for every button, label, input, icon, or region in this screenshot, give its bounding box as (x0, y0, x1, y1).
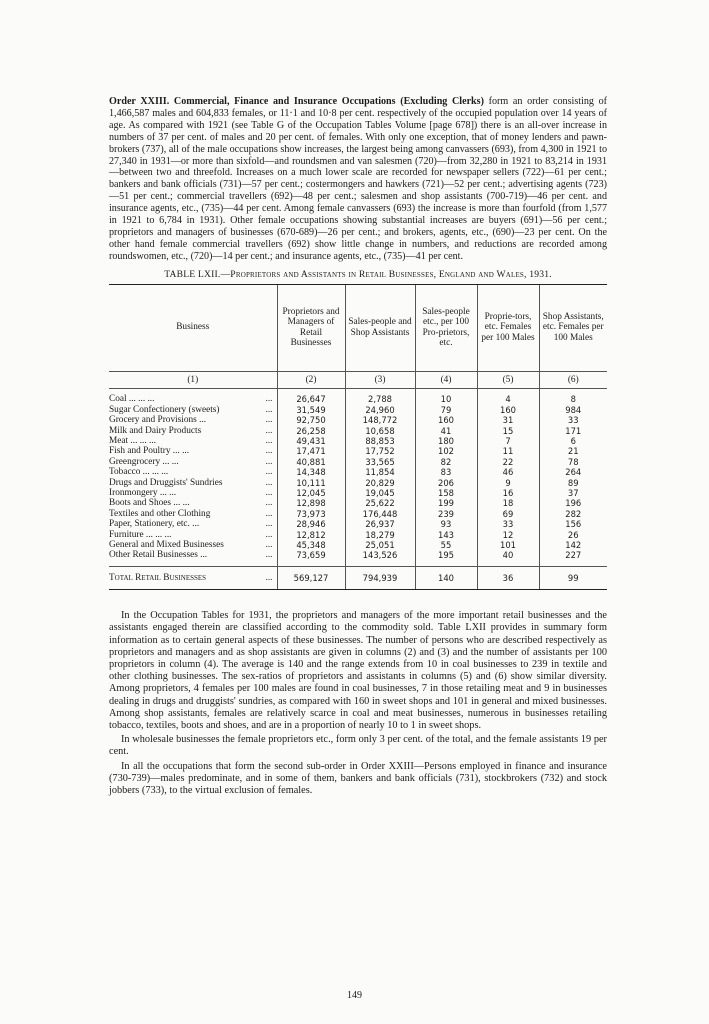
cell-per-100: 206 (415, 478, 477, 488)
header-female-proprietors: Proprie-tors, etc. Females per 100 Males (477, 284, 539, 371)
cell-female-assistants: 6 (539, 436, 607, 446)
cell-female-assistants: 8 (539, 389, 607, 405)
cell-per-100: 158 (415, 488, 477, 498)
cell-female-proprietors: 4 (477, 389, 539, 405)
header-female-assistants: Shop Assistants, etc. Females per 100 Males (539, 284, 607, 371)
cell-proprietors: 92,750 (277, 415, 345, 425)
cell-per-100: 93 (415, 519, 477, 529)
cell-assistants: 2,788 (345, 389, 415, 405)
column-number: (4) (415, 371, 477, 389)
cell-female-proprietors: 15 (477, 426, 539, 436)
table-body (109, 389, 607, 567)
cell-proprietors: 28,946 (277, 519, 345, 529)
table-row (109, 415, 607, 425)
cell-female-proprietors: 46 (477, 467, 539, 477)
table-title-prefix: TABLE LXII.— (164, 268, 231, 280)
cell-assistants: 19,045 (345, 488, 415, 498)
intro-paragraph (109, 96, 607, 263)
cell-assistants: 11,854 (345, 467, 415, 477)
cell-assistants: 24,960 (345, 405, 415, 415)
table-title-text: Proprietors and Assistants in Retail Businesses, England and Wales, 1931. (230, 268, 552, 280)
leader-dots: ... (265, 572, 273, 583)
header-per-100: Sales-people etc., per 100 Pro-prietors, etc. (415, 284, 477, 371)
leader-dots: ... (265, 425, 273, 436)
business-name: Paper, Stationery, etc. ... (109, 519, 200, 530)
leader-dots: ... (265, 467, 273, 478)
cell-assistants: 148,772 (345, 415, 415, 425)
business-name: Meat ... ... ... (109, 435, 156, 446)
leader-dots: ... (265, 529, 273, 540)
business-name: Grocery and Provisions ... (109, 415, 207, 426)
cell-female-assistants: 33 (539, 415, 607, 425)
business-name: Greengrocery ... ... (109, 456, 179, 467)
cell-female-proprietors: 7 (477, 436, 539, 446)
cell-assistants: 10,658 (345, 426, 415, 436)
column-number: (6) (539, 371, 607, 389)
cell-proprietors: 26,647 (277, 389, 345, 405)
cell-female-proprietors: 69 (477, 509, 539, 519)
total-female-assistants: 99 (539, 566, 607, 589)
cell-female-proprietors: 12 (477, 530, 539, 540)
cell-female-assistants: 171 (539, 426, 607, 436)
cell-female-proprietors: 101 (477, 540, 539, 550)
cell-assistants: 20,829 (345, 478, 415, 488)
body-paragraph: In all the occupations that form the second sub-order in Order XXIII—Persons employed in finance and insurance (730-739)—males predominate, and in some of them, bankers and bank officials (731), stockbrokers (732) and stock jobbers (733), to the virtual exclusion of females. (109, 760, 607, 797)
business-name: Furniture ... ... ... (109, 529, 172, 540)
cell-per-100: 10 (415, 389, 477, 405)
cell-assistants: 176,448 (345, 509, 415, 519)
cell-female-proprietors: 160 (477, 405, 539, 415)
column-number: (5) (477, 371, 539, 389)
cell-female-proprietors: 31 (477, 415, 539, 425)
leader-dots: ... (265, 539, 273, 550)
leader-dots: ... (265, 435, 273, 446)
cell-female-proprietors: 33 (477, 519, 539, 529)
page-number: 149 (347, 990, 362, 1001)
cell-assistants: 143,526 (345, 550, 415, 566)
cell-female-assistants: 21 (539, 446, 607, 456)
business-name: Ironmongery ... ... (109, 487, 177, 498)
total-per-100: 140 (415, 566, 477, 589)
business-name: General and Mixed Businesses (109, 539, 224, 550)
table-row (109, 426, 607, 436)
cell-per-100: 82 (415, 457, 477, 467)
cell-assistants: 18,279 (345, 530, 415, 540)
cell-proprietors: 12,045 (277, 488, 345, 498)
table-row (109, 457, 607, 467)
cell-female-assistants: 227 (539, 550, 607, 566)
table-row (109, 519, 607, 529)
table-row (109, 446, 607, 456)
cell-assistants: 26,937 (345, 519, 415, 529)
cell-female-proprietors: 11 (477, 446, 539, 456)
cell-proprietors: 10,111 (277, 478, 345, 488)
cell-female-proprietors: 18 (477, 498, 539, 508)
leader-dots: ... (265, 519, 273, 530)
cell-female-proprietors: 40 (477, 550, 539, 566)
table-row (109, 530, 607, 540)
intro-text: form an order consisting of 1,466,587 males and 604,833 females, or 11·1 and 10·8 per cent. respectively of the occupied population over 14 years of age. As compared with 1921 (see Table G of the Occupation Tables Volume [page 678]) there is an all-over increase in numbers of 37 per cent. of males and 20 per cent. of females. With only one exception, that of money lenders and pawn-brokers (737), all of the male occupations show increases, the largest being among canvassers (693), from 4,300 in 1921 to 27,340 in 1931—or more than sixfold—and roundsmen and van salesmen (720)—from 32,280 in 1921 to 83,214 in 1931—between two and threefold. Increases on a much lower scale are recorded for newspaper sellers (722)—61 per cent.; bankers and bank officials (731)—57 per cent.; costermongers and hawkers (721)—52 per cent.; advertising agents (723)—51 per cent.; commercial travellers (692)—48 per cent.; salesmen and shop assistants (700-719)—46 per cent. and insurance agents, etc., (735)—44 per cent. Among female canvassers (693) the increase is more than fourfold (from 1,577 in 1921 to 6,784 in 1931). Other female occupations showing substantial increases are buyers (691)—56 per cent.; proprietors and managers of businesses (670-689)—26 per cent.; and brokers, agents, etc., (690)—23 per cent. On the other hand female commercial travellers (692) show little change in numbers, and reductions are recorded among roundswomen, etc., (720)—14 per cent.; and insurance agents, etc., (735)—41 per cent. (109, 96, 608, 262)
leader-dots: ... (265, 550, 273, 561)
cell-proprietors: 40,881 (277, 457, 345, 467)
cell-per-100: 79 (415, 405, 477, 415)
cell-female-proprietors: 22 (477, 457, 539, 467)
cell-female-assistants: 282 (539, 509, 607, 519)
leader-dots: ... (265, 394, 273, 405)
table-row (109, 436, 607, 446)
cell-proprietors: 12,898 (277, 498, 345, 508)
cell-per-100: 143 (415, 530, 477, 540)
leader-dots: ... (265, 415, 273, 426)
cell-proprietors: 26,258 (277, 426, 345, 436)
cell-female-proprietors: 16 (477, 488, 539, 498)
cell-female-assistants: 37 (539, 488, 607, 498)
cell-female-assistants: 156 (539, 519, 607, 529)
cell-per-100: 160 (415, 415, 477, 425)
business-name: Drugs and Druggists' Sundries (109, 477, 223, 488)
cell-female-assistants: 196 (539, 498, 607, 508)
table-row (109, 498, 607, 508)
cell-proprietors: 14,348 (277, 467, 345, 477)
leader-dots: ... (265, 404, 273, 415)
cell-female-assistants: 89 (539, 478, 607, 488)
cell-female-assistants: 264 (539, 467, 607, 477)
cell-per-100: 239 (415, 509, 477, 519)
cell-per-100: 180 (415, 436, 477, 446)
leader-dots: ... (265, 508, 273, 519)
header-assistants: Sales-people and Shop Assistants (345, 284, 415, 371)
header-proprietors: Proprietors and Managers of Retail Businesses (277, 284, 345, 371)
table-row (109, 389, 607, 405)
table-title (109, 269, 607, 280)
business-name: Sugar Confectionery (sweets) (109, 404, 220, 415)
leader-dots: ... (265, 456, 273, 467)
cell-per-100: 41 (415, 426, 477, 436)
cell-proprietors: 49,431 (277, 436, 345, 446)
cell-proprietors: 73,973 (277, 509, 345, 519)
column-number: (3) (345, 371, 415, 389)
total-label: Total Retail Businesses (109, 572, 207, 583)
cell-proprietors: 31,549 (277, 405, 345, 415)
total-assistants: 794,939 (345, 566, 415, 589)
table-row (109, 405, 607, 415)
business-name: Textiles and other Clothing (109, 508, 211, 519)
total-row (109, 566, 607, 589)
cell-assistants: 33,565 (345, 457, 415, 467)
body-text (109, 610, 607, 797)
cell-female-assistants: 26 (539, 530, 607, 540)
total-female-proprietors: 36 (477, 566, 539, 589)
leader-dots: ... (265, 498, 273, 509)
cell-assistants: 25,622 (345, 498, 415, 508)
cell-per-100: 199 (415, 498, 477, 508)
cell-per-100: 55 (415, 540, 477, 550)
table-row (109, 540, 607, 550)
business-name: Coal ... ... ... (109, 394, 155, 405)
cell-assistants: 88,853 (345, 436, 415, 446)
table-row (109, 488, 607, 498)
table-row (109, 467, 607, 477)
body-paragraph: In the Occupation Tables for 1931, the proprietors and managers of the more important retail businesses and the assistants engaged therein are classified according to the commodity sold. Table LXII provides in summary form information as to certain general aspects of these businesses. The number of persons who are described respectively as proprietors and managers and as shop assistants are given in columns (2) and (3) and the number of assistants per 100 proprietors in column (4). The average is 140 and the range extends from 10 in coal businesses to 239 in textile and other clothing businesses. The sex-ratios of proprietors and assistants in columns (5) and (6) show similar diversity. Among proprietors, 4 females per 100 males are found in coal businesses, 7 in those retailing meat and 9 in businesses dealing in drugs and druggists' sundries, as compared with 160 in sweet shops and 101 in general and mixed businesses. Among shop assistants, females are relatively scarce in coal and meat businesses, numerous in businesses retailing tobacco, textiles, boots and shoes, and are in a proportion of nearly 10 to 1 in sweet shops. (109, 610, 607, 732)
table-row (109, 478, 607, 488)
cell-proprietors: 12,812 (277, 530, 345, 540)
cell-female-assistants: 142 (539, 540, 607, 550)
cell-assistants: 25,051 (345, 540, 415, 550)
business-name: Boots and Shoes ... ... (109, 498, 190, 509)
cell-per-100: 83 (415, 467, 477, 477)
column-number: (2) (277, 371, 345, 389)
retail-businesses-table (109, 284, 607, 591)
business-name: Tobacco ... ... ... (109, 467, 169, 478)
cell-per-100: 102 (415, 446, 477, 456)
business-name: Other Retail Businesses ... (109, 550, 208, 561)
leader-dots: ... (265, 477, 273, 488)
leader-dots: ... (265, 487, 273, 498)
cell-female-proprietors: 9 (477, 478, 539, 488)
cell-per-100: 195 (415, 550, 477, 566)
leader-dots: ... (265, 446, 273, 457)
header-business: Business (109, 284, 277, 371)
column-number: (1) (109, 371, 277, 389)
cell-female-assistants: 984 (539, 405, 607, 415)
order-heading: Order XXIII. Commercial, Finance and Insurance Occupations (Excluding Clerks) (109, 96, 484, 107)
business-name: Milk and Dairy Products (109, 425, 202, 436)
cell-female-assistants: 78 (539, 457, 607, 467)
body-paragraph: In wholesale businesses the female proprietors etc., form only 3 per cent. of the total, and the female assistants 19 per cent. (109, 734, 607, 758)
table-row (109, 550, 607, 566)
cell-proprietors: 45,348 (277, 540, 345, 550)
table-row (109, 509, 607, 519)
total-proprietors: 569,127 (277, 566, 345, 589)
business-name: Fish and Poultry ... ... (109, 446, 190, 457)
cell-proprietors: 73,659 (277, 550, 345, 566)
document-page (109, 96, 607, 799)
cell-proprietors: 17,471 (277, 446, 345, 456)
cell-assistants: 17,752 (345, 446, 415, 456)
